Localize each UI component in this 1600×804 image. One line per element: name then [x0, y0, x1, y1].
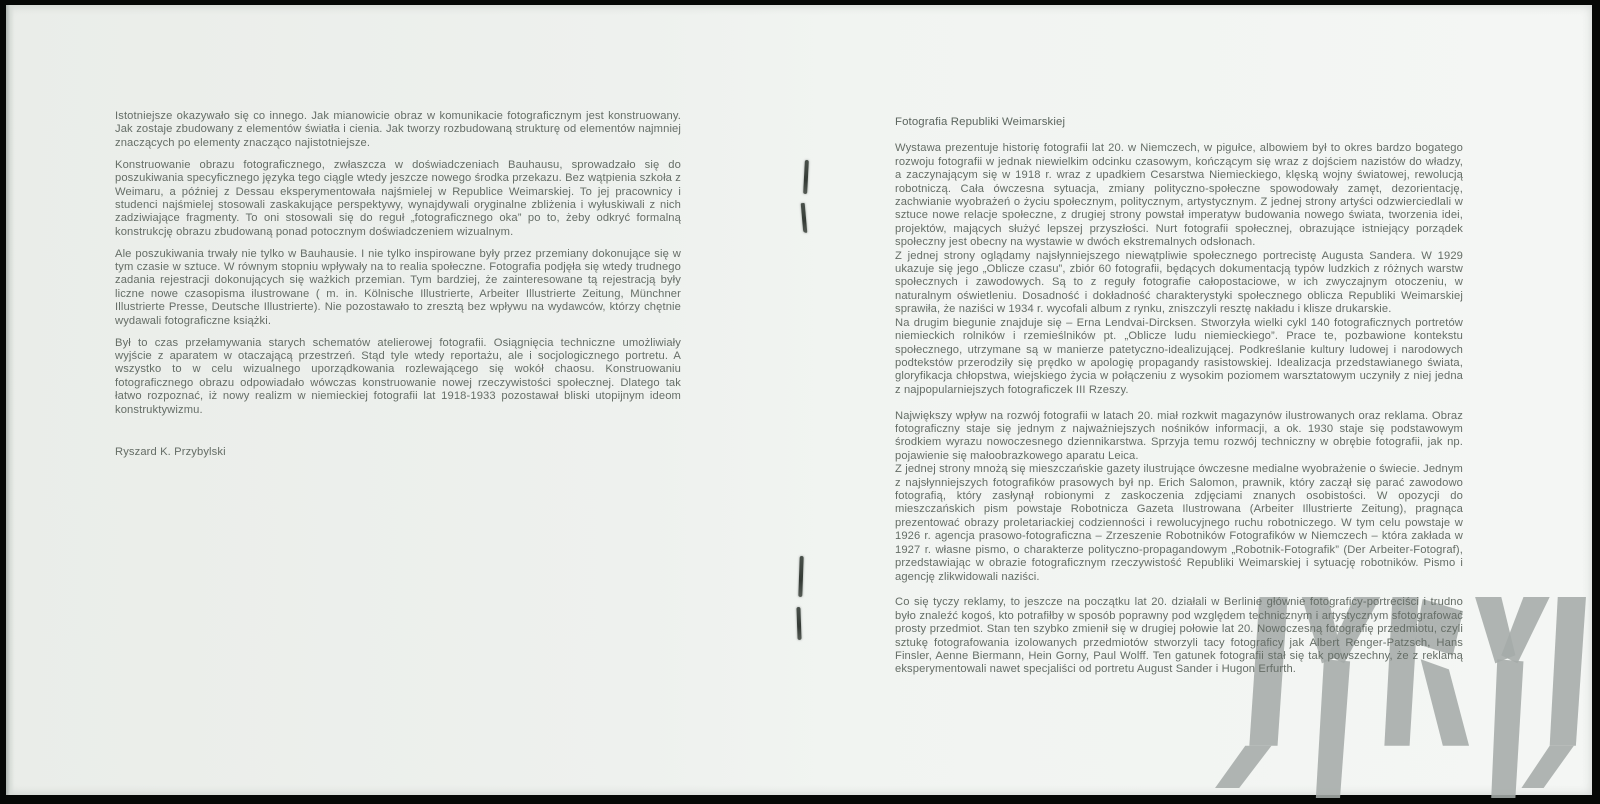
paragraph-group-3: [895, 596, 1463, 676]
left-page-paragraphs: [115, 110, 681, 417]
paragraph: Co się tyczy reklamy, to jeszcze na początku lat 20. działali w Berlinie głównie fotograficy-portreciści i trudno było znaleźć kogoś, kto potrafiłby w sposób poprawny pod względem technicznym i artystycznym sfotografować prosty przedmiot. Stan ten szybko zmienił się w drugiej połowie lat 20. Nowoczesną fotografię przedmiotu, czyli sztukę fotografowania izolowanych przedmiotów stworzyli tacy fotograficy jak Albert Renger-Patzsch, Hans Finsler, Aenne Biermann, Hein Gorny, Paul Wolff. Ten gatunek fotografii stał się tak powszechny, że z reklamą eksperymentowali nawet specjaliści od portretu August Sander i Hugon Erfurth.: [895, 596, 1463, 676]
staple-leg: [798, 556, 803, 597]
paragraph: Wystawa prezentuje historię fotografii lat 20. w Niemczech, w pigułce, albowiem był to okres bardzo bogatego rozwoju fotografii w jednak niewielkim odcinku czasowym, kończącym się wraz z dojściem nazistów do władzy, a zaczynającym się w 1918 r. wraz z upadkiem Cesarstwa Niemieckiego, klęską wojny światowej, rewolucją robotniczą. Cała ówczesna sytuacja, zmiany polityczno-społeczne spowodowały zamęt, dezorientację, zachwianie wyobrażeń o życiu społecznym, politycznym, artystycznym. Z jednej strony artyści odzwierciedlali w sztuce nowe relacje społeczne, z drugiej strony powstał imperatyw budowania nowego świata, tworzenia idei, projektów, mających służyć lepszej przyszłości. Nurt fotografii społecznej, obrazujące istniejący porządek społeczny jest obecny na wystawie w dwóch ekstremalnych odsłonach.: [895, 142, 1463, 249]
paragraph-group-1: [895, 142, 1463, 397]
staple-leg: [796, 607, 801, 640]
paragraph: Istotniejsze okazywało się co innego. Jak mianowicie obraz w komunikacie fotograficznym jest konstruowany. Jak zostaje zbudowany z elementów światła i cienia. Jak tworzy rozbudowaną strukturę od elementów najmniej znaczących po elementy znacząco najistotniejsze.: [115, 110, 681, 149]
paragraph-group-2: [895, 410, 1463, 584]
page-heading: Fotografia Republiki Weimarskiej: [895, 116, 1066, 128]
author-signature: Ryszard K. Przybylski: [115, 446, 226, 459]
catalogue-spread: [6, 5, 1592, 795]
paragraph: Był to czas przełamywania starych schematów atelierowej fotografii. Osiągnięcia techniczne umożliwiały wyjście z aparatem w otaczającą przestrzeń. Stąd tyle wtedy reportażu, ale i socjologicznego portretu. A wszystko to w celu wizualnego uporządkowania rozlewającego się wokół chaosu. Konstruowaniu fotograficznego obrazu odpowiadało wówczas konstruowanie nowej rzeczywistości społecznej. Dlatego tak łatwo rozpoznać, iż nowy realizm w niemieckiej fotografii lat 1918-1933 pozostawał bliski utopijnym ideom konstruktywizmu.: [115, 336, 681, 416]
paragraph: Konstruowanie obrazu fotograficznego, zwłaszcza w doświadczeniach Bauhausu, sprowadzało się do poszukiwania specyficznego języka tego ciągle wtedy jeszcze nowego środka przekazu. Bez wątpienia szkoła z Weimaru, a później z Dessau eksperymentowała najśmielej w Republice Weimarskiej. To jej pracownicy i studenci najśmielej stosowali zaskakujące perspektywy, wynajdywali oryginalne zbliżenia i wyłuskiwali z nich zadziwiające fragmenty. To oni stosowali się do reguł „fotograficznego oka” po to, żeby odkryć formalną konstrukcję obrazu zbudowaną ponad potocznym doświadczeniem wizualnym.: [115, 158, 681, 238]
paragraph: Na drugim biegunie znajduje się – Erna Lendvai-Dircksen. Stworzyła wielki cykl 140 fotograficznych portretów niemieckich rolników i rzemieślników pt. „Oblicze ludu niemieckiego”. Prace te, pozbawione kontekstu społecznego, utrzymane są w manierze patetyczno-idealizującej. Podkreślanie kultury ludowej i narodowych podtekstów przerodziły się prędko w apologię propagandy rasistowskiej. Idealizacja przedstawianego świata, gloryfikacja chłopstwa, wiejskiego życia w połączeniu z wysokim poziomem warsztatowym uczyniły z niej jedna z najpopularniejszych fotograficzek III Rzeszy.: [895, 316, 1463, 396]
staple-leg: [803, 160, 808, 194]
left-page-text-column: [115, 110, 681, 459]
paragraph: Ale poszukiwania trwały nie tylko w Bauhausie. I nie tylko inspirowane były przez przemiany dokonujące się w tym czasie w sztuce. W równym stopniu wpływały na to realia społeczne. Fotografia podjęła się wtedy trudnego zadania rejestracji dokonujących się ważkich przemian. Tym bardziej, że zainteresowane tą rejestracją były liczne nowe czasopisma ilustrowane ( m. in. Kölnische Illustrierte, Arbeiter Illustrierte Zeitung, Münchner Illustrierte Presse, Deutsche Illustrierte). Nie pozostawało to zresztą bez wpływu na wydawców, którzy chętnie wydawali fotograficzne książki.: [115, 247, 681, 327]
paragraph: Z jednej strony mnożą się mieszczańskie gazety ilustrujące ówczesne medialne wyobrażenie o świecie. Jednym z najsłynniejszych fotografików prasowych był np. Erich Salomon, prawnik, który zaczął się parać zawodowo fotografią, który zasłynął robionymi z zaskoczenia zdjęciami znanych osobistości. W opozycji do mieszczańskich pism powstaje Robotnicza Gazeta Ilustrowana (Arbeiter Illustrierte Zeitung), pragnąca prezentować obrazy proletariackiej codzienności i rewolucyjnego ruchu robotniczego. W tym celu powstaje w 1926 r. agencja prasowo-fotograficzna – Zrzeszenie Robotników Fotografików w Niemczech – która zakłada w 1927 r. własne pismo, o charakterze polityczno-propagandowym „Robotnik-Fotografik” (Der Arbeiter-Fotograf), przedstawiając w obrazie fotograficznym rzeczywistość Republiki Weimarskiej i sytuację robotników. Pismo i agencję zlikwidowali naziści.: [895, 463, 1463, 583]
paragraph: Największy wpływ na rozwój fotografii w latach 20. miał rozkwit magazynów ilustrowanych oraz reklama. Obraz fotograficzny staje się jednym z najważniejszych nośników informacji, a ok. 1930 staje się podstawowym środkiem wyrazu nowoczesnego dziennikarstwa. Sprzyja temu rozwój techniczny w obrębie fotografii, jak np. pojawienie się małoobrazkowego aparatu Leica.: [895, 409, 1463, 462]
staple-leg: [801, 203, 807, 233]
paragraph: Z jednej strony oglądamy najsłynniejszego niewątpliwie społecznego portrecistę Augusta Sandera. W 1929 ukazuje się jego „Oblicze czasu”, zbiór 60 fotografii, będących dokumentacją typów ludzkich z różnych warstw społecznych i zawodowych. Są to z reguły fotografie całopostaciowe, w ich zwyczajnym otoczeniu, w naturalnym oświetleniu. Dosadność i dokładność charakterystyki społecznego oblicza Republiki Weimarskiej sprawiła, że naziści w 1934 r. wycofali album z rynku, zniszczyli resztę nakładu i klisze drukarskie.: [895, 249, 1463, 316]
right-page-text-column: [895, 116, 1463, 689]
